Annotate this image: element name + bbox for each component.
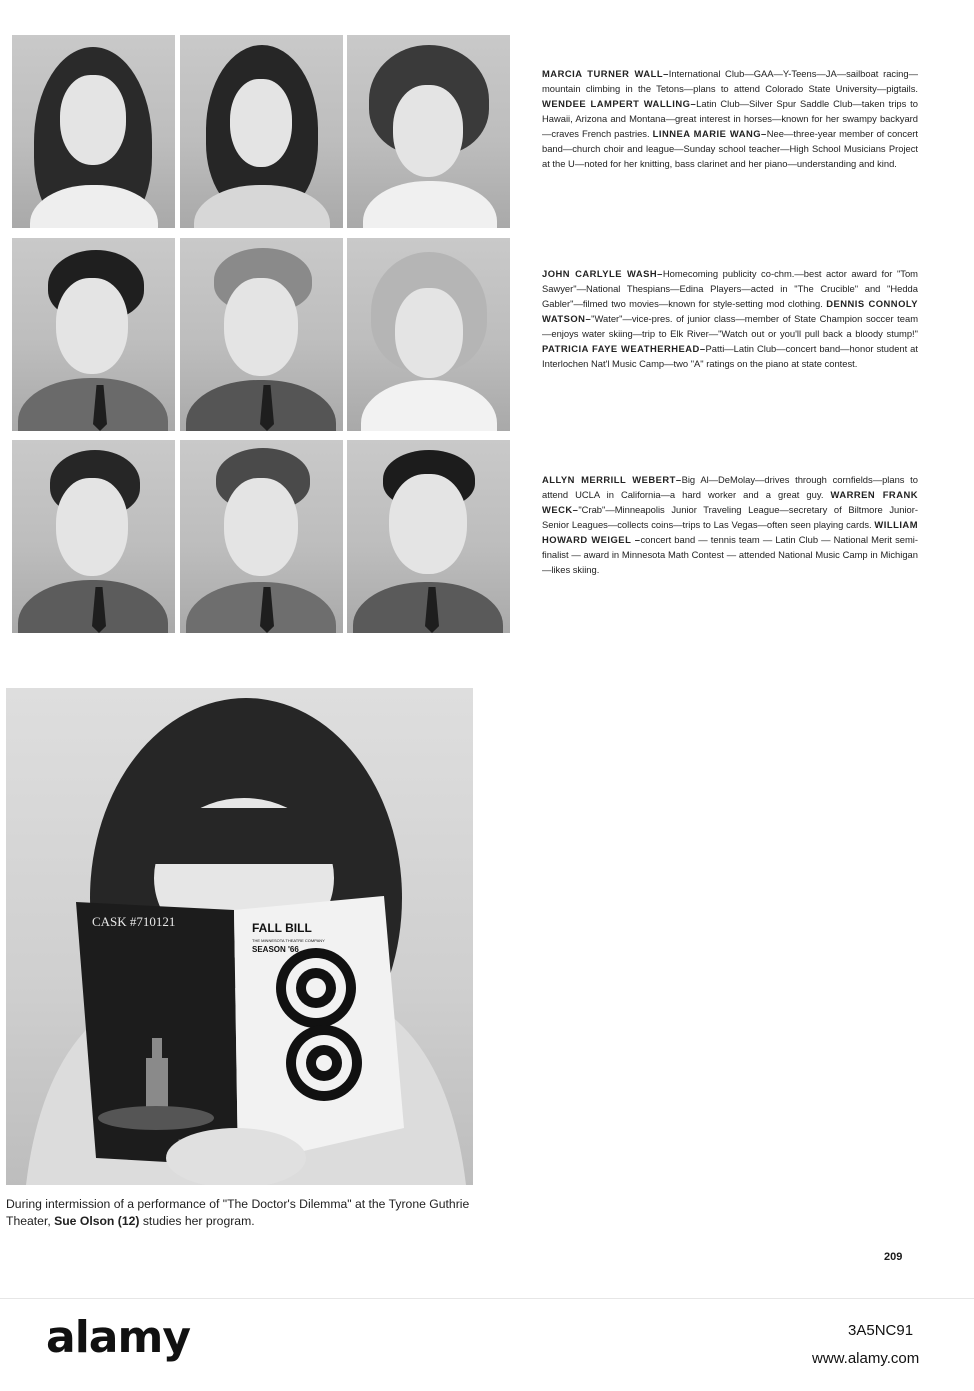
bio-name: WARREN FRANK WECK– xyxy=(542,489,919,515)
bio-text: "Crab"—Minneapolis Junior Traveling League—secretary of Biltmore Junior-Senior Leagues—collects coins—trips to Las Vegas—often seen playing cards. xyxy=(542,504,918,530)
portrait-william-weigel xyxy=(347,440,510,633)
photo-illustration xyxy=(6,688,473,1185)
bio-name: ALLYN MERRILL WEBERT– xyxy=(542,474,682,485)
bio-text: Patti—Latin Club—concert band—honor student at Interlochen Nat'l Music Camp—two "A" ratings on the piano at state contest. xyxy=(542,343,919,369)
bio-name: WENDEE LAMPERT WALLING– xyxy=(542,98,697,109)
bio-name: PATRICIA FAYE WEATHERHEAD– xyxy=(542,343,706,354)
bio-text: Big Al—DeMolay—drives through cornfields—plans to attend UCLA in California—a hard worker and a great guy. xyxy=(542,474,918,500)
stock-id: 3A5NC91 xyxy=(848,1322,914,1339)
portrait-dennis-watson xyxy=(180,238,343,431)
portrait-allyn-webert xyxy=(12,440,175,633)
caption-text: During intermission of a performance of "The Doctor's Dilemma" at the Tyrone Guthrie Theater, xyxy=(6,1197,470,1228)
bio-name: JOHN CARLYLE WASH– xyxy=(542,268,663,279)
bio-text: concert band — tennis team — Latin Club — National Merit semi-finalist — award in Minnesota Math Contest — attended National Music Camp in Michigan—likes skiing. xyxy=(542,534,918,575)
bio-text: Homecoming publicity co-chm.—best actor award for "Tom Sawyer"—National Thespians—Edina Players—acted in "The Crucible" and "Hedda Gabler"—filmed two movies—known for style-setting mod clothing. xyxy=(542,268,918,309)
program-left-title: CASK #710121 xyxy=(92,914,176,929)
program-right-sub1: THE MINNESOTA THEATRE COMPANY xyxy=(252,938,325,943)
bio-text: Nee—three-year member of concert band—church choir and league—Sunday school teacher—High School Musicians Project at the U—noted for her knitting, bass clarinet and her piano—understanding and kind. xyxy=(542,128,919,169)
alamy-logo: alamy xyxy=(46,1312,190,1363)
bio-block-1 xyxy=(542,66,918,171)
portrait-linnea-wang xyxy=(347,35,510,228)
bio-name: MARCIA TURNER WALL– xyxy=(542,68,669,79)
candid-photo-reading-program xyxy=(6,688,473,1185)
portrait-patricia-weatherhead xyxy=(347,238,510,431)
stock-url: www.alamy.com xyxy=(812,1350,920,1367)
portrait-wendee-walling xyxy=(180,35,343,228)
bio-text: "Water"—vice-pres. of junior class—member of State Champion soccer team—enjoys water skiing—trip to Elk River—"Watch out or you'll pull back a bloody stump!" xyxy=(542,313,918,339)
bio-name: WILLIAM HOWARD WEIGEL – xyxy=(542,519,919,545)
bio-name: DENNIS CONNOLY WATSON– xyxy=(542,298,918,324)
page-number: 209 xyxy=(884,1251,903,1263)
program-right-sub2: SEASON '66 xyxy=(252,945,299,954)
caption-subject: Sue Olson (12) xyxy=(54,1214,140,1228)
portrait-john-wash xyxy=(12,238,175,431)
photo-caption xyxy=(6,1196,472,1230)
bio-text: Latin Club—Silver Spur Saddle Club—taken trips to Hawaii, Arizona and Montana—great interest in horses—known for her swampy backyard—craves French pastries. xyxy=(542,98,919,139)
bio-name: LINNEA MARIE WANG– xyxy=(652,128,767,139)
bio-text: International Club—GAA—Y-Teens—JA—sailboat racing—mountain climbing in the Tetons—plans to attend Colorado State University—pigtails. xyxy=(542,68,918,94)
portrait-warren-weck xyxy=(180,440,343,633)
bio-block-2 xyxy=(542,266,918,371)
bio-block-3 xyxy=(542,472,918,577)
program-right-title: FALL BILL xyxy=(252,921,312,935)
portrait-marcia-wall xyxy=(12,35,175,228)
caption-text-end: studies her program. xyxy=(139,1214,255,1228)
